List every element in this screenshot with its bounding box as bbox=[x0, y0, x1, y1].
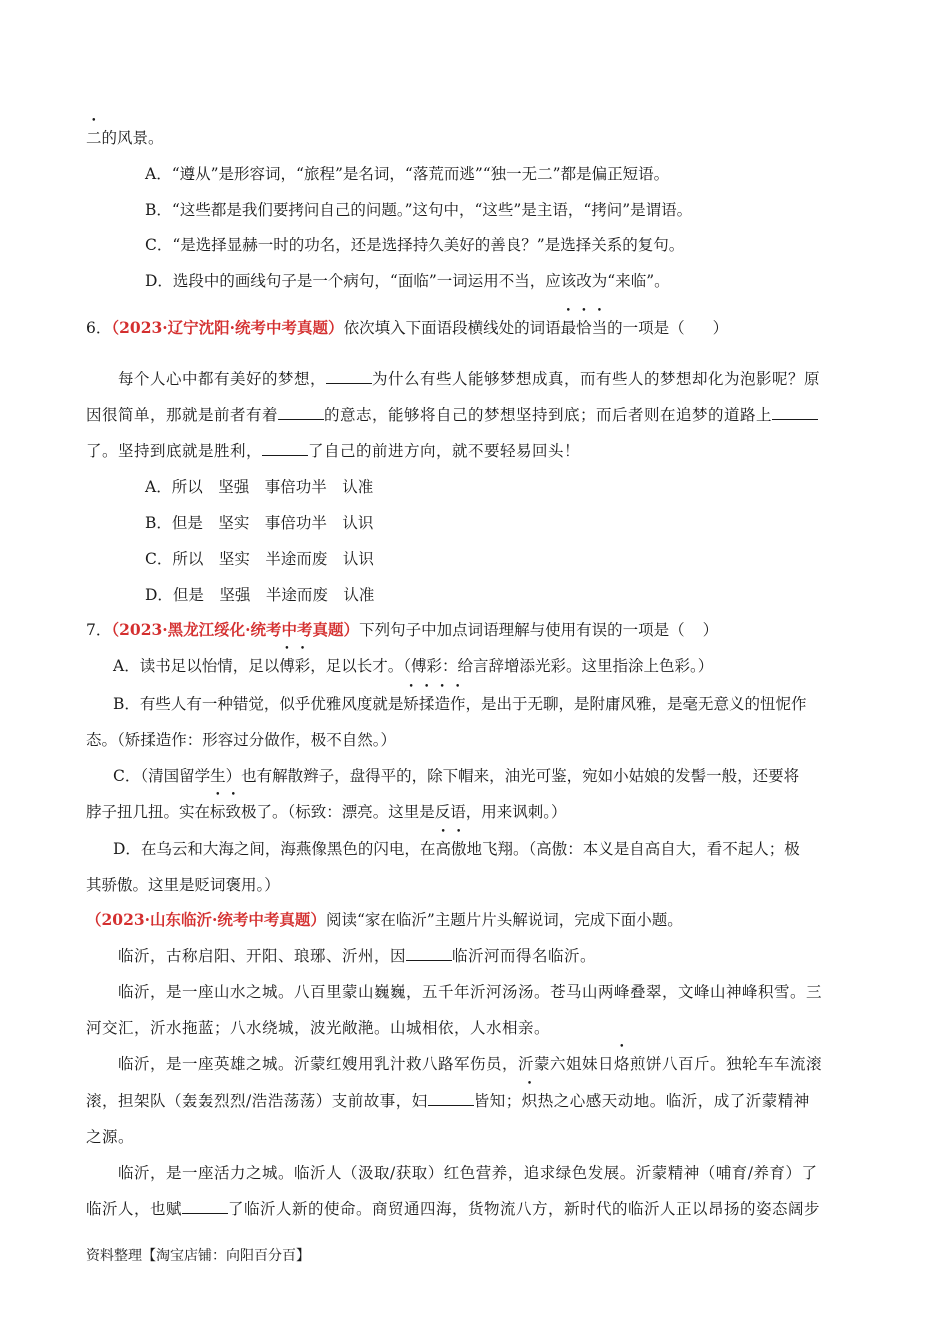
q5-option-d: D．选段中的画线句子是一个病句，“面临”一词运用不当，应该改为“来临”。 bbox=[145, 272, 670, 290]
q7-number: 7． bbox=[86, 621, 112, 639]
q7-option-d-cont: 其骄傲。这里是贬词褒用。） bbox=[86, 876, 280, 894]
q6-option-c: C．所以 坚实 半途而废 认识 bbox=[145, 550, 374, 568]
page-footer: 资料整理【淘宝店铺：向阳百分百】 bbox=[86, 1248, 310, 1264]
q8-passage-p3-line3: 之源。 bbox=[86, 1128, 135, 1146]
q6-passage-line-2: 因很简单，那就是前者有着 的意志，能够将自己的梦想坚持到底；而后者则在追梦的道路上 bbox=[86, 405, 818, 425]
q7-option-c: C．（清国留学生）也有解散辫子，盘得平的，除下帽来，油光可鉴，宛如小姑娘的发髻一般，还要将 bbox=[113, 767, 800, 785]
q5-option-a: A．“遵从”是形容词，“旅程”是名词，“落荒而逃”“独一无二”都是偏正短语。 bbox=[145, 165, 670, 183]
q8-passage-p4-line1: 临沂，是一座活力之城。临沂人（汲取/获取）红色营养，追求绿色发展。沂蒙精神（哺育/养育）了 bbox=[118, 1164, 818, 1182]
q6-number: 6． bbox=[86, 319, 112, 337]
q5-option-b: B．“这些都是我们要拷问自己的问题。”这句中，“这些”是主语，“拷问”是谓语。 bbox=[145, 201, 693, 219]
q7-source: （2023·黑龙江绥化·统考中考真题） bbox=[111, 620, 360, 639]
q8-passage-p2-line2: 河交汇，沂水拖蓝；八水绕城，波光敞滟。山城相依，人水相亲。 bbox=[86, 1019, 551, 1037]
q7-option-b-cont: 态。（矫揉造作：形容过分做作，极不自然。） bbox=[86, 731, 397, 749]
q8-passage-p3-line2: 滚，担架队（轰轰烈烈/浩浩荡荡）支前故事，妇 皆知；炽热之心感天动地。临沂，成了沂蒙精神 bbox=[86, 1092, 810, 1110]
q6-option-a: A．所以 坚强 事倍功半 认准 bbox=[145, 478, 374, 496]
q8-passage-p3-line1: 临沂，是一座英雄之城。沂蒙红嫂用乳汁救八路军伤员，沂蒙六姐妹日烙煎饼八百斤。独轮车车流滚 bbox=[118, 1055, 823, 1073]
q8-source: （2023·山东临沂·统考中考真题） bbox=[86, 910, 326, 929]
q8-passage-p2-line1: 临沂，是一座山水之城。八百里蒙山巍巍，五千年沂河汤汤。苍马山两峰叠翠，文峰山神峰积雪。三 bbox=[118, 983, 823, 1001]
q8-stem: （2023·山东临沂·统考中考真题）阅读“家在临沂”主题片片头解说词，完成下面小题。 bbox=[86, 910, 683, 929]
q7-stem: 7．（2023·黑龙江绥化·统考中考真题）下列句子中加点词语理解与使用有误的一项是（ ） bbox=[86, 620, 719, 639]
q6-stem: 6．（2023·辽宁沈阳·统考中考真题）依次填入下面语段横线处的词语最恰当的一项是（ ） bbox=[86, 318, 729, 337]
q6-option-b: B．但是 坚实 事倍功半 认识 bbox=[145, 514, 374, 532]
q6-passage-line-3: 了。坚持到底就是胜利， 了自己的前进方向，就不要轻易回头！ bbox=[86, 442, 581, 460]
q7-option-d: D．在乌云和大海之间，海燕像黑色的闪电，在高傲地飞翔。（高傲：本义是自高自大，看不起人；极 bbox=[113, 840, 800, 858]
q5-option-c: C．“是选择显赫一时的功名，还是选择持久美好的善良？”是选择关系的复句。 bbox=[145, 236, 685, 254]
q7-option-a: A．读书足以怡情，足以傅彩，足以长才。（傅彩：给言辞增添光彩。这里指涂上色彩。） bbox=[113, 657, 714, 675]
q7-option-c-cont: 脖子扭几扭。实在标致极了。（标致：漂亮。这里是反语，用来讽刺。） bbox=[86, 803, 567, 821]
q6-source: （2023·辽宁沈阳·统考中考真题） bbox=[111, 318, 344, 337]
q6-option-d: D．但是 坚强 半途而废 认准 bbox=[145, 586, 375, 604]
q8-passage-p4-line2: 临沂人，也赋 了临沂人新的使命。商贸通四海，货物流八方，新时代的临沂人正以昂扬的姿态阔步 bbox=[86, 1200, 821, 1218]
q7-option-b: B．有些人有一种错觉，似乎优雅风度就是矫揉造作，是出于无聊，是附庸风雅，是毫无意义的忸怩作 bbox=[113, 695, 807, 713]
q5-continuation: 二的风景。 bbox=[86, 129, 164, 147]
q6-passage-line-1: 每个人心中都有美好的梦想， 为什么有些人能够梦想成真，而有些人的梦想却化为泡影呢？原 bbox=[118, 370, 821, 388]
q8-passage-p1: 临沂，古称启阳、开阳、琅琊、沂州，因 临沂河而得名临沂。 bbox=[118, 947, 597, 965]
